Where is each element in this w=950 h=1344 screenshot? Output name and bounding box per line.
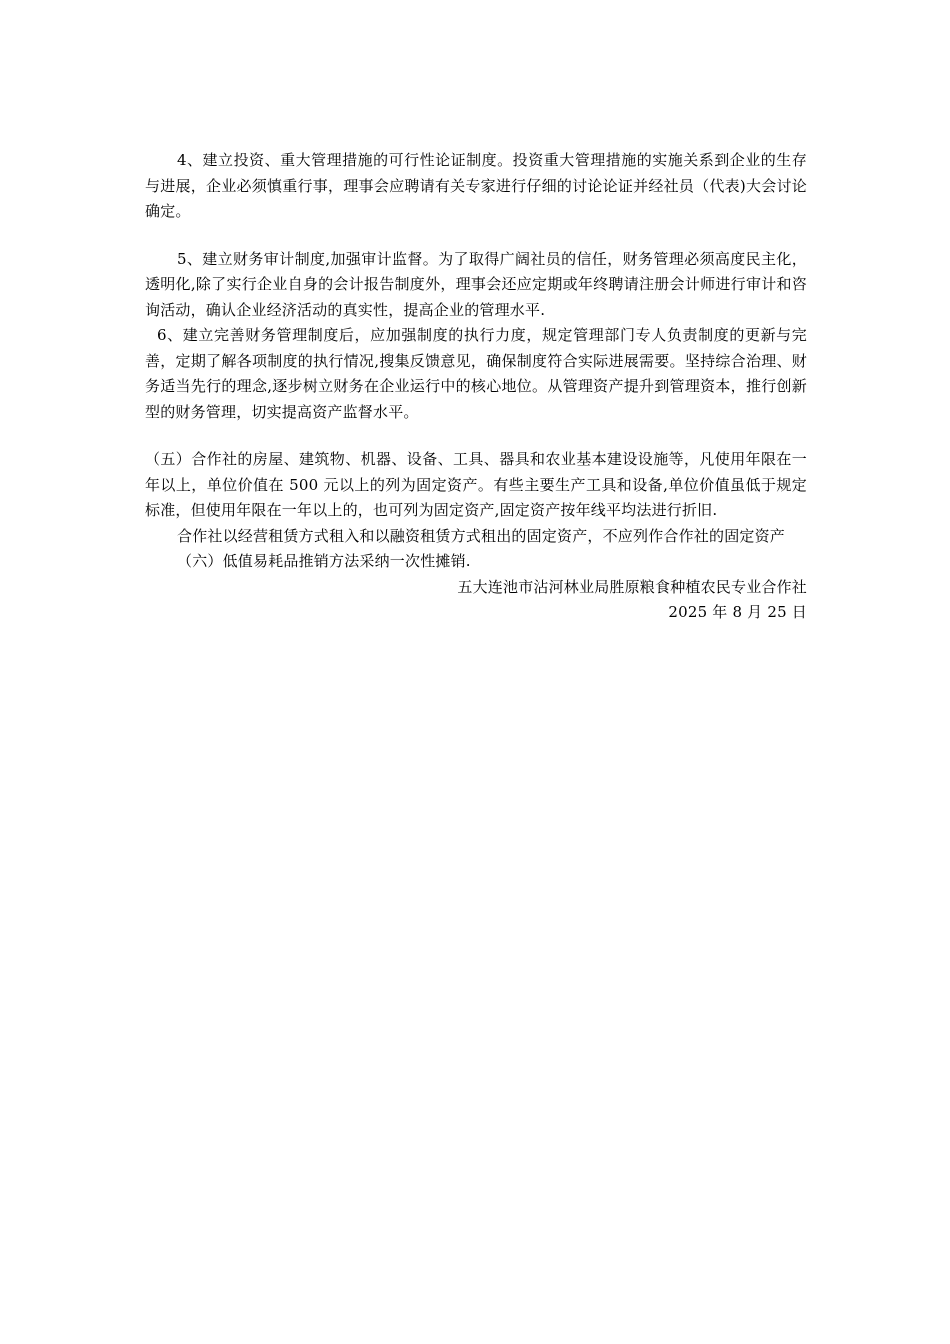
paragraph-4: 4、建立投资、重大管理措施的可行性论证制度。投资重大管理措施的实施关系到企业的生存与进展，企业必须慎重行事，理事会应聘请有关专家进行仔细的讨论论证并经社员（代表)大会讨论确定。 bbox=[145, 151, 807, 220]
paragraph-section-5: （五）合作社的房屋、建筑物、机器、设备、工具、器具和农业基本建设设施等，凡使用年限在一年以上，单位价值在 500 元以上的列为固定资产。有些主要生产工具和设备,单位价值虽低于规定标准，但使用年限在一年以上的，也可列为固定资产,固定资产按年线平均法进行折旧. bbox=[145, 450, 807, 519]
paragraph-gap bbox=[145, 425, 807, 447]
paragraph-6: 6、建立完善财务管理制度后，应加强制度的执行力度，规定管理部门专人负责制度的更新与完善，定期了解各项制度的执行情况,搜集反馈意见，确保制度符合实际进展需要。坚持综合治理、财务适当先行的理念,逐步树立财务在企业运行中的核心地位。从管理资产提升到管理资本，推行创新型的财务管理，切实提高资产监督水平。 bbox=[145, 326, 807, 421]
paragraph-section-6: （六）低值易耗品推销方法采纳一次性摊销. bbox=[177, 552, 471, 570]
paragraph-5: 5、建立财务审计制度,加强审计监督。为了取得广阔社员的信任，财务管理必须高度民主化，透明化,除了实行企业自身的会计报告制度外，理事会还应定期或年终聘请注册会计师进行审计和咨询活动，确认企业经济活动的真实性，提高企业的管理水平. bbox=[145, 249, 807, 319]
signature-date: 2025 年 8 月 25 日 bbox=[668, 603, 807, 621]
document-body bbox=[145, 148, 807, 626]
paragraph-gap bbox=[145, 225, 807, 247]
paragraph-leased-assets: 合作社以经营租赁方式租入和以融资租赁方式租出的固定资产，不应列作合作社的固定资产 bbox=[177, 526, 786, 545]
signature-organization: 五大连池市沾河林业局胜原粮食种植农民专业合作社 bbox=[457, 577, 807, 596]
